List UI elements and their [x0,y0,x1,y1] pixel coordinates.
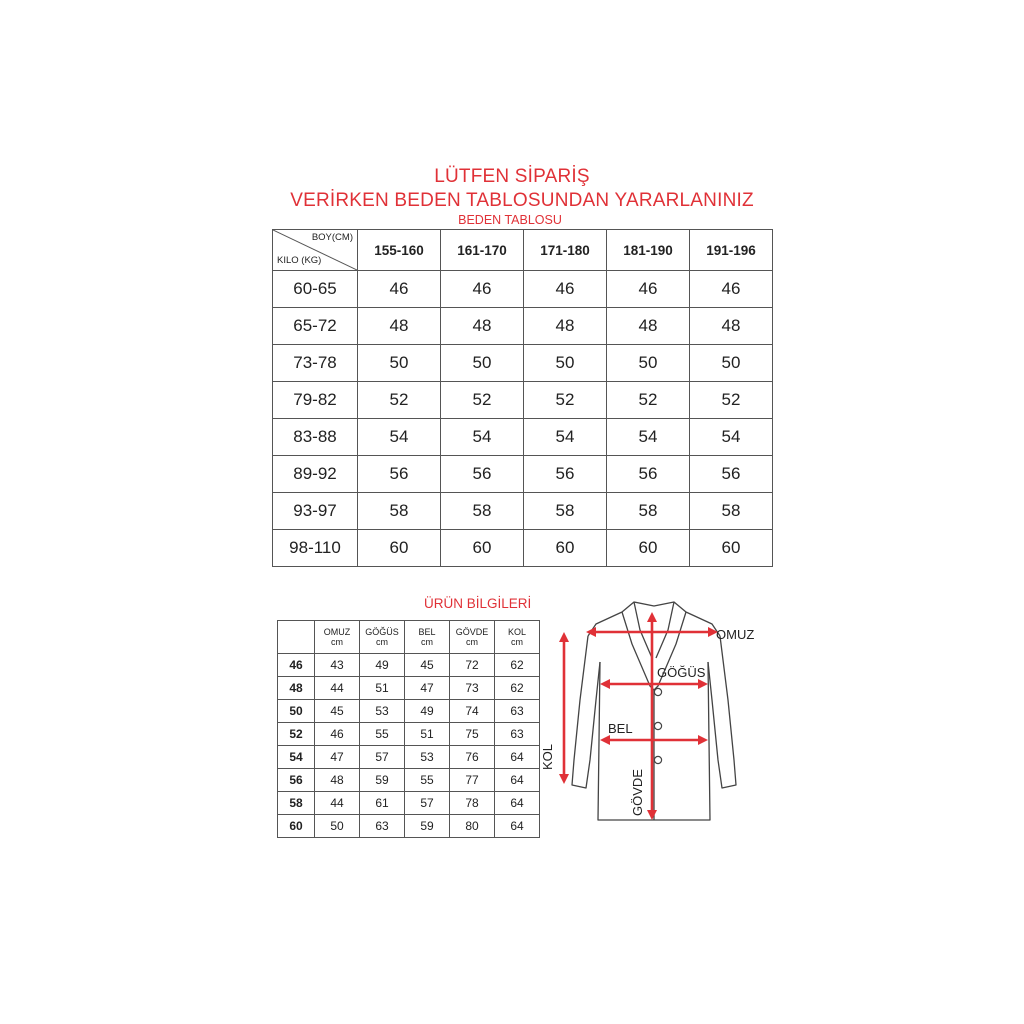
measure-cell: 78 [450,792,495,815]
measure-cell: 74 [450,700,495,723]
size-table-row [273,382,773,419]
size-label-cell: 56 [278,769,315,792]
weight-cell: 98-110 [273,530,358,567]
size-label-cell: 58 [278,792,315,815]
measure-cell: 75 [450,723,495,746]
product-info-row [278,815,540,838]
size-cell: 50 [524,345,607,382]
measure-cell: 77 [450,769,495,792]
size-cell: 54 [607,419,690,456]
measure-cell: 73 [450,677,495,700]
product-info-row [278,746,540,769]
size-cell: 58 [607,493,690,530]
height-column-header: 161-170 [441,230,524,271]
size-cell: 48 [607,308,690,345]
measure-cell: 80 [450,815,495,838]
size-cell: 60 [524,530,607,567]
size-cell: 50 [607,345,690,382]
size-cell: 50 [690,345,773,382]
size-table-header-row [273,230,773,271]
size-cell: 58 [358,493,441,530]
size-cell: 46 [358,271,441,308]
measure-cell: 47 [405,677,450,700]
measure-cell: 63 [495,723,540,746]
measure-column-header [405,621,450,654]
size-cell: 48 [358,308,441,345]
weight-cell: 89-92 [273,456,358,493]
weight-cell: 83-88 [273,419,358,456]
measure-cell: 64 [495,769,540,792]
size-cell: 48 [690,308,773,345]
size-cell: 56 [690,456,773,493]
product-info-title: ÜRÜN BİLGİLERİ [424,596,532,611]
measure-cell: 55 [405,769,450,792]
height-column-header: 155-160 [358,230,441,271]
jacket-measurement-diagram [540,590,770,835]
measure-cell: 53 [360,700,405,723]
size-table-row [273,271,773,308]
size-cell: 54 [524,419,607,456]
bel-label: BEL [608,721,633,736]
height-column-header: 171-180 [524,230,607,271]
measure-cell: 61 [360,792,405,815]
size-cell: 50 [441,345,524,382]
size-table-row [273,308,773,345]
measure-cell: 45 [315,700,360,723]
size-cell: 54 [690,419,773,456]
size-cell: 60 [358,530,441,567]
size-cell: 52 [690,382,773,419]
size-cell: 52 [358,382,441,419]
size-table-row [273,493,773,530]
measure-cell: 59 [360,769,405,792]
measure-cell: 72 [450,654,495,677]
size-cell: 50 [358,345,441,382]
measure-column-header [450,621,495,654]
measure-unit: cm [331,637,343,647]
size-table [272,229,773,567]
measure-cell: 46 [315,723,360,746]
product-info-header-row [278,621,540,654]
size-cell: 56 [524,456,607,493]
measure-cell: 49 [360,654,405,677]
kol-label: KOL [540,743,555,770]
size-table-row [273,419,773,456]
measure-name: GÖĞÜS [365,627,399,637]
measure-cell: 53 [405,746,450,769]
size-cell: 60 [607,530,690,567]
measure-cell: 63 [495,700,540,723]
measure-column-header [360,621,405,654]
size-table-row [273,345,773,382]
weight-cell: 60-65 [273,271,358,308]
measure-unit: cm [376,637,388,647]
measure-column-header [495,621,540,654]
product-info-row [278,654,540,677]
size-cell: 60 [690,530,773,567]
height-column-header: 191-196 [690,230,773,271]
measure-cell: 76 [450,746,495,769]
button-icon [654,688,661,695]
size-label-cell: 48 [278,677,315,700]
size-cell: 56 [607,456,690,493]
measure-unit: cm [511,637,523,647]
measure-cell: 44 [315,677,360,700]
size-label-cell: 60 [278,815,315,838]
size-cell: 58 [690,493,773,530]
product-info-corner [278,621,315,654]
measure-cell: 50 [315,815,360,838]
measure-cell: 62 [495,654,540,677]
size-cell: 46 [524,271,607,308]
product-info-table [277,620,540,838]
measure-cell: 43 [315,654,360,677]
size-cell: 54 [441,419,524,456]
measure-unit: cm [466,637,478,647]
measure-cell: 63 [360,815,405,838]
size-cell: 56 [358,456,441,493]
measure-name: GÖVDE [455,627,489,637]
size-table-title: BEDEN TABLOSU [458,213,562,227]
kilo-label: KILO (KG) [277,255,322,266]
measure-name: KOL [507,627,526,637]
size-label-cell: 54 [278,746,315,769]
product-info-row [278,677,540,700]
weight-cell: 93-97 [273,493,358,530]
size-table-row [273,456,773,493]
size-cell: 58 [441,493,524,530]
measure-cell: 64 [495,792,540,815]
size-table-corner [273,230,358,271]
measure-column-header [315,621,360,654]
measure-cell: 44 [315,792,360,815]
measure-unit: cm [421,637,433,647]
boy-label: BOY(CM) [311,232,353,243]
measure-cell: 51 [405,723,450,746]
measure-cell: 57 [405,792,450,815]
size-cell: 54 [358,419,441,456]
product-info-row [278,723,540,746]
weight-cell: 65-72 [273,308,358,345]
measure-cell: 64 [495,746,540,769]
measure-cell: 62 [495,677,540,700]
height-column-header: 181-190 [607,230,690,271]
button-icon [654,722,661,729]
measure-cell: 51 [360,677,405,700]
measure-cell: 49 [405,700,450,723]
weight-cell: 73-78 [273,345,358,382]
size-cell: 60 [441,530,524,567]
size-cell: 56 [441,456,524,493]
product-info-row [278,769,540,792]
size-cell: 58 [524,493,607,530]
size-cell: 52 [524,382,607,419]
measure-cell: 47 [315,746,360,769]
size-table-row [273,530,773,567]
measure-cell: 55 [360,723,405,746]
govde-label: GÖVDE [630,769,645,816]
size-label-cell: 52 [278,723,315,746]
title-line-1: LÜTFEN SİPARİŞ [434,166,590,187]
button-icon [654,756,661,763]
measure-cell: 57 [360,746,405,769]
measure-name: OMUZ [323,627,351,637]
size-cell: 46 [441,271,524,308]
product-info-row [278,700,540,723]
size-cell: 48 [441,308,524,345]
jacket-icon [540,590,770,830]
size-label-cell: 50 [278,700,315,723]
measure-cell: 48 [315,769,360,792]
size-cell: 48 [524,308,607,345]
measure-cell: 45 [405,654,450,677]
gogus-label: GÖĞÜS [657,665,706,680]
weight-cell: 79-82 [273,382,358,419]
omuz-label: OMUZ [716,627,755,642]
size-cell: 46 [607,271,690,308]
measure-cell: 64 [495,815,540,838]
title-line-2: VERİRKEN BEDEN TABLOSUNDAN YARARLANINIZ [290,190,754,211]
measure-name: BEL [418,627,436,637]
size-cell: 46 [690,271,773,308]
size-cell: 52 [607,382,690,419]
product-info-row [278,792,540,815]
size-cell: 52 [441,382,524,419]
size-label-cell: 46 [278,654,315,677]
measure-cell: 59 [405,815,450,838]
